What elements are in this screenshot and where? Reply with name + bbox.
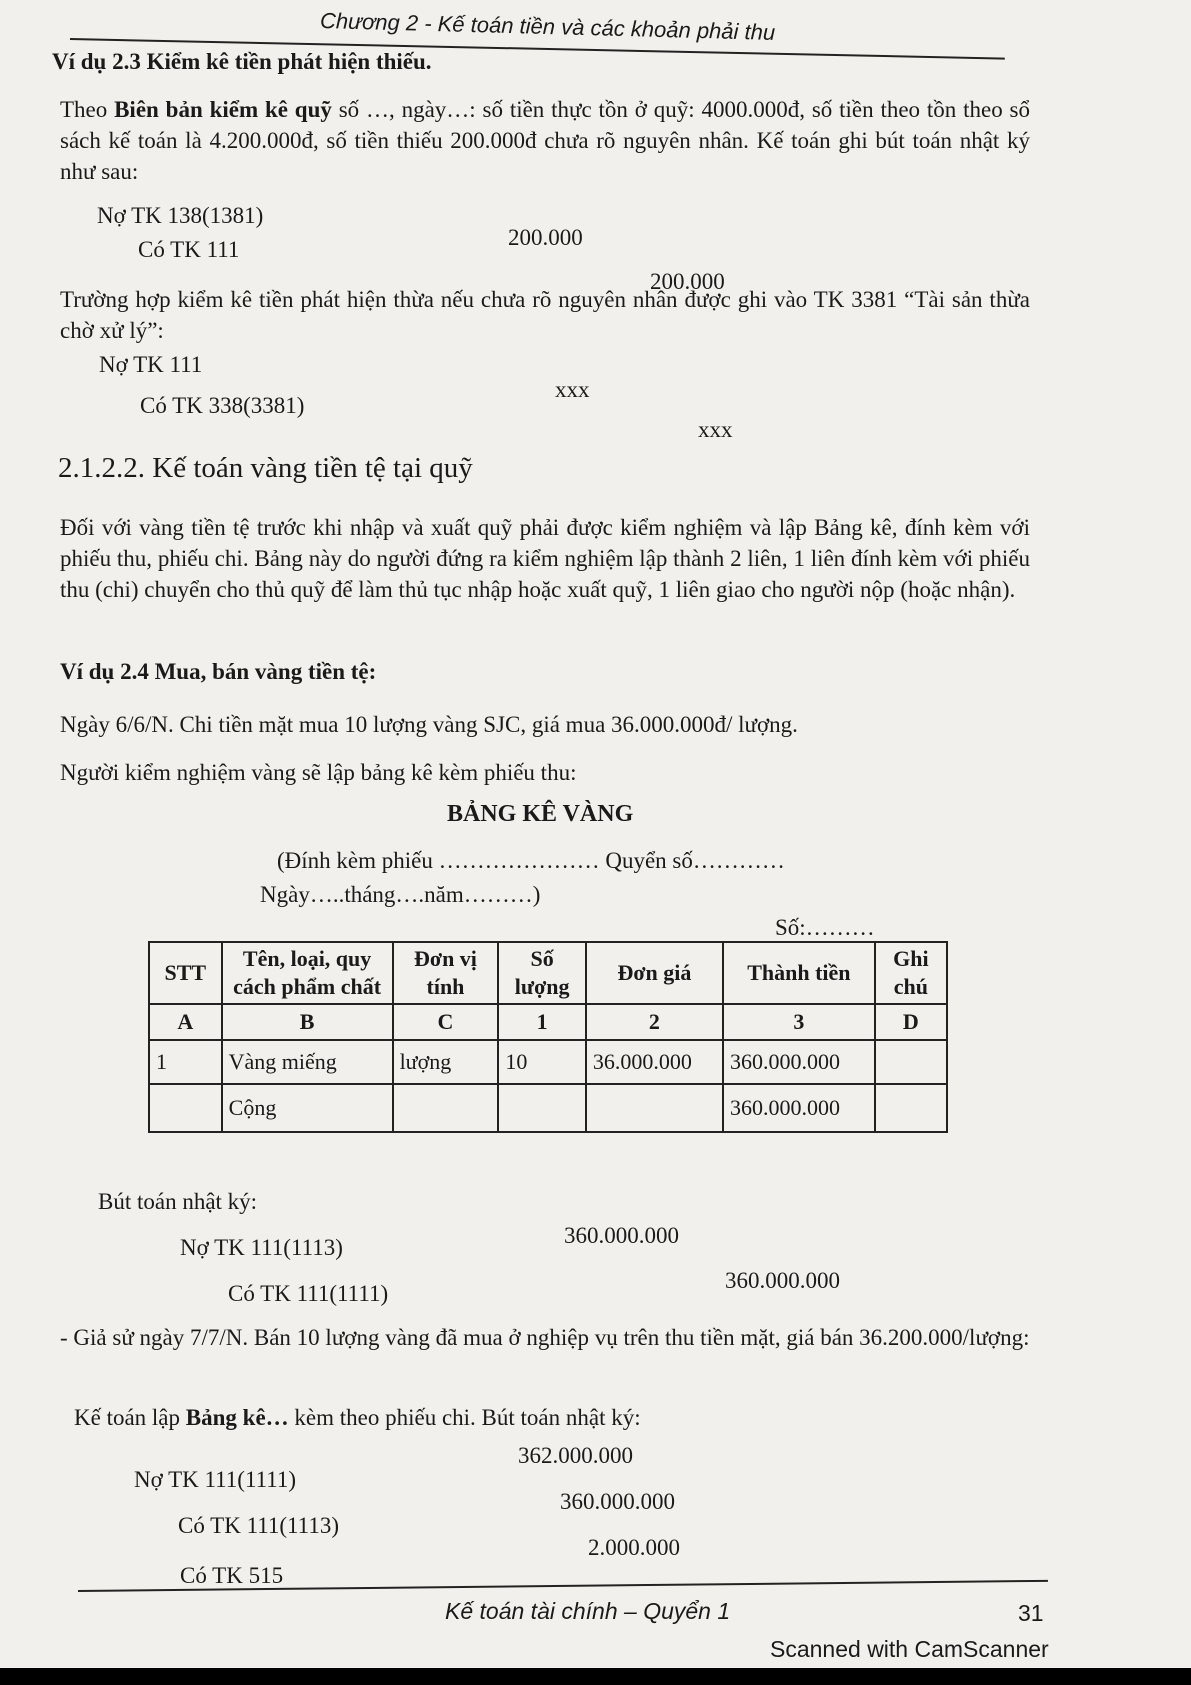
journal-debit: Nợ TK 138(1381): [97, 203, 264, 228]
table-row: [149, 1084, 947, 1132]
table-cell: 360.000.000: [723, 1040, 875, 1084]
table-cell: 2: [586, 1004, 723, 1040]
section-title: 2.1.2.2. Kế toán vàng tiền tệ tại quỹ: [58, 452, 473, 484]
example-title: Kiểm kê tiền phát hiện thiếu.: [146, 49, 432, 74]
form-number: Số:………: [775, 915, 875, 940]
bottom-bar: [0, 1668, 1191, 1685]
table-cell: B: [222, 1004, 393, 1040]
table-code-row: [149, 1004, 947, 1040]
col-header: Tên, loại, quy cách phẩm chất: [222, 942, 393, 1004]
table-cell: Cộng: [222, 1084, 393, 1132]
journal-credit-2: Có TK 338(3381): [140, 393, 305, 418]
col-header: Thành tiền: [723, 942, 875, 1004]
journal-credit-2-amount: xxx: [698, 417, 733, 442]
example-label: Ví dụ 2.4: [60, 659, 149, 684]
table-cell: Vàng miếng: [222, 1040, 393, 1084]
sale-credit-1: Có TK 111(1113): [178, 1513, 339, 1538]
journal-debit-2: Nợ TK 111: [99, 352, 203, 377]
table-header-row: [149, 942, 947, 1004]
col-header: Đơn giá: [586, 942, 723, 1004]
sale-debit: Nợ TK 111(1111): [134, 1467, 297, 1492]
table-cell: 1: [149, 1040, 222, 1084]
surplus-paragraph: Trường hợp kiểm kê tiền phát hiện thừa nếu chưa rõ nguyên nhân được ghi vào TK 3381 “Tài sản thừa chờ xử lý”:: [60, 287, 1030, 343]
journal-debit-2-amount: xxx: [555, 377, 590, 402]
form-title: BẢNG KÊ VÀNG: [447, 801, 634, 827]
table-cell: [586, 1084, 723, 1132]
table-cell: 3: [723, 1004, 875, 1040]
table-cell: 360.000.000: [723, 1084, 875, 1132]
table-cell: lượng: [393, 1040, 499, 1084]
example-2-3-paragraph: Theo Biên bản kiểm kê quỹ số …, ngày…: số tiền thực tồn ở quỹ: 4000.000đ, số tiền theo tồn theo sổ sách kế toán là 4.200.000đ, số tiền thiếu 200.000đ chưa rõ nguyên nhân. Kế toán ghi bút toán nhật ký như sau:: [60, 97, 1030, 184]
table-cell: [393, 1084, 499, 1132]
sale-credit-2: Có TK 515: [180, 1563, 284, 1588]
sale-credit-1-amount: 360.000.000: [560, 1489, 675, 1514]
page-number: 31: [1018, 1600, 1044, 1626]
scanner-watermark: Scanned with CamScanner: [770, 1636, 1049, 1662]
table-cell: [498, 1084, 586, 1132]
example-label: Ví dụ 2.3: [52, 49, 141, 74]
table-cell: 36.000.000: [586, 1040, 723, 1084]
form-date-line: Ngày…..tháng….năm………): [260, 882, 541, 907]
journal-label: Bút toán nhật ký:: [98, 1189, 258, 1214]
sale-debit-amount: 362.000.000: [518, 1443, 633, 1468]
table-cell: D: [875, 1004, 947, 1040]
table-cell: A: [149, 1004, 222, 1040]
bold-term: Biên bản kiểm kê quỹ: [114, 97, 332, 122]
table-cell: 1: [498, 1004, 586, 1040]
journal-credit: Có TK 111: [138, 237, 240, 262]
form-attach-line: (Đính kèm phiếu ………………… Quyển số…………: [277, 848, 785, 873]
example-2-3-heading: [52, 46, 432, 77]
sale-paragraph: - Giả sử ngày 7/7/N. Bán 10 lượng vàng đã mua ở nghiệp vụ trên thu tiền mặt, giá bán 36.200.000/lượng:: [60, 1325, 1030, 1350]
example-2-4-line1: Ngày 6/6/N. Chi tiền mặt mua 10 lượng vàng SJC, giá mua 36.000.000đ/ lượng.: [60, 712, 798, 737]
bold-term: Bảng kê…: [185, 1405, 289, 1430]
journal-debit-amount: 360.000.000: [564, 1223, 679, 1248]
section-paragraph: Đối với vàng tiền tệ trước khi nhập và xuất quỹ phải được kiểm nghiệm và lập Bảng kê, đính kèm với phiếu thu, phiếu chi. Bảng này do người đứng ra kiểm nghiệm lập thành 2 liên, 1 liên đính kèm với phiếu thu (chi) chuyển cho thủ quỹ để làm thủ tục nhập hoặc xuất quỹ, 1 liên giao cho người nộp (hoặc nhận).: [60, 515, 1030, 602]
table-cell: [149, 1084, 222, 1132]
gold-table: [148, 941, 948, 1133]
journal-credit: Có TK 111(1111): [228, 1281, 389, 1306]
example-2-4-line2: Người kiểm nghiệm vàng sẽ lập bảng kê kèm phiếu thu:: [60, 760, 577, 785]
table-cell: 10: [498, 1040, 586, 1084]
journal-credit-amount: 200.000: [650, 269, 725, 294]
journal-credit-amount: 360.000.000: [725, 1268, 840, 1293]
journal-debit-amount: 200.000: [508, 225, 583, 250]
example-title: Mua, bán vàng tiền tệ:: [154, 659, 377, 684]
table-cell: [875, 1040, 947, 1084]
journal-debit: Nợ TK 111(1113): [180, 1235, 343, 1260]
col-header: Ghi chú: [875, 942, 947, 1004]
footer-title: Kế toán tài chính – Quyển 1: [445, 1598, 731, 1624]
example-2-4-heading: [60, 656, 376, 687]
table-cell: [875, 1084, 947, 1132]
sale-credit-2-amount: 2.000.000: [588, 1535, 680, 1560]
sale-paragraph-2: Kế toán lập Bảng kê… kèm theo phiếu chi. Bút toán nhật ký:: [74, 1405, 641, 1430]
table-row: [149, 1040, 947, 1084]
col-header: STT: [149, 942, 222, 1004]
col-header: Số lượng: [498, 942, 586, 1004]
col-header: Đơn vị tính: [393, 942, 499, 1004]
table-cell: C: [393, 1004, 499, 1040]
chapter-header: Chương 2 - Kế toán tiền và các khoản phải thu: [319, 8, 776, 45]
